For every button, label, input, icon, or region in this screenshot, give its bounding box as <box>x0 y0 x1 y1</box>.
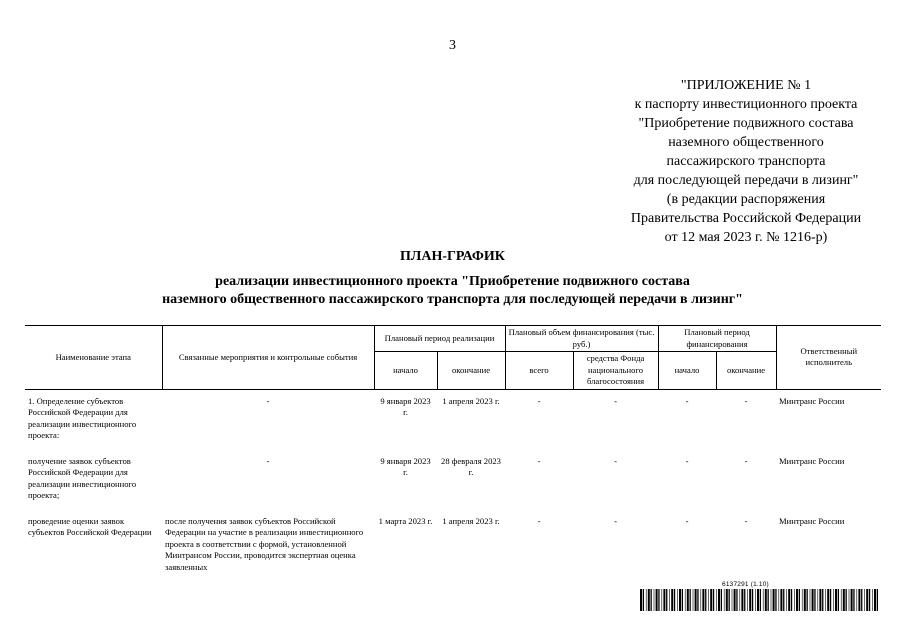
header-fund: средства Фонда национального благосостояния <box>573 352 658 390</box>
appendix-line: для последующей передачи в лизинг" <box>633 173 859 188</box>
cell-end: 1 апреля 2023 г. <box>442 515 500 526</box>
cell-end: 28 февраля 2023 г. <box>441 455 501 477</box>
header-fin-start: начало <box>658 352 716 390</box>
appendix-line: пассажирского транспорта <box>666 154 826 169</box>
cell-end: 1 апреля 2023 г. <box>442 395 500 406</box>
barcode-icon <box>640 589 880 611</box>
header-plan-period: Плановый период реализации <box>374 326 505 352</box>
appendix-header <box>600 76 892 247</box>
appendix-line: от 12 мая 2023 г. № 1216-р) <box>664 230 828 245</box>
cell-responsible: Минтранс России <box>779 395 845 406</box>
table-row <box>25 510 881 582</box>
cell-total: - <box>537 455 541 466</box>
appendix-line: "Приобретение подвижного состава <box>638 116 854 131</box>
cell-events: после получения заявок субъектов Российской Федерации на участие в реализации инвестиционного проекта в соответствии с формой, установленной Минтрансом России, проводится экспертная оценка заявленных <box>165 515 364 572</box>
header-fin-end: окончание <box>716 352 776 390</box>
subtitle-line-2: наземного общественного пассажирского транспорта для последующей передачи в лизинг" <box>162 292 743 307</box>
schedule-table <box>25 325 881 581</box>
header-start: начало <box>374 352 437 390</box>
cell-events: - <box>266 395 270 406</box>
cell-stage: 1. Определение субъектов Российской Федерации для реализации инвестиционного проекта: <box>28 395 137 440</box>
cell-responsible: Минтранс России <box>779 455 845 466</box>
cell-fund: - <box>614 515 617 526</box>
appendix-line: наземного общественного <box>668 135 824 150</box>
cell-fin-start: - <box>685 455 689 466</box>
cell-start: 1 марта 2023 г. <box>378 515 433 526</box>
cell-events: - <box>266 455 270 466</box>
subtitle-line-1: реализации инвестиционного проекта "Приобретение подвижного состава <box>215 274 690 289</box>
page-number: 3 <box>449 38 456 53</box>
cell-fin-start: - <box>685 515 689 526</box>
appendix-line: к паспорту инвестиционного проекта <box>634 97 858 112</box>
header-fin-period: Плановый период финансирования <box>658 326 776 352</box>
cell-responsible: Минтранс России <box>779 515 845 526</box>
header-responsible: Ответственный исполнитель <box>776 326 881 390</box>
appendix-line: "ПРИЛОЖЕНИЕ № 1 <box>680 78 812 93</box>
cell-stage: получение заявок субъектов Российской Федерации для реализации инвестиционного проекта; <box>28 455 137 500</box>
cell-fin-end: - <box>744 455 748 466</box>
cell-stage: проведение оценки заявок субъектов Российской Федерации <box>28 515 152 537</box>
cell-total: - <box>537 395 541 406</box>
table-row <box>25 389 881 450</box>
cell-total: - <box>537 515 541 526</box>
cell-fin-start: - <box>685 395 689 406</box>
barcode-label: 6137291 (1.10) <box>722 581 769 588</box>
header-events: Связанные мероприятия и контрольные события <box>162 326 374 390</box>
header-stage: Наименование этапа <box>25 326 162 390</box>
cell-fund: - <box>614 455 617 466</box>
cell-fin-end: - <box>744 515 748 526</box>
appendix-line: (в редакции распоряжения <box>666 192 826 207</box>
table-row <box>25 450 881 510</box>
cell-start: 9 января 2023 г. <box>380 455 431 477</box>
appendix-line: Правительства Российской Федерации <box>630 211 862 226</box>
cell-start: 9 января 2023 г. <box>380 395 431 417</box>
document-title: ПЛАН-ГРАФИК <box>400 249 505 264</box>
header-end: окончание <box>437 352 505 390</box>
header-total: всего <box>505 352 573 390</box>
cell-fin-end: - <box>744 395 748 406</box>
cell-fund: - <box>614 395 617 406</box>
header-plan-volume: Плановый объем финансирования (тыс. руб.) <box>505 326 658 352</box>
document-subtitle <box>0 273 905 309</box>
